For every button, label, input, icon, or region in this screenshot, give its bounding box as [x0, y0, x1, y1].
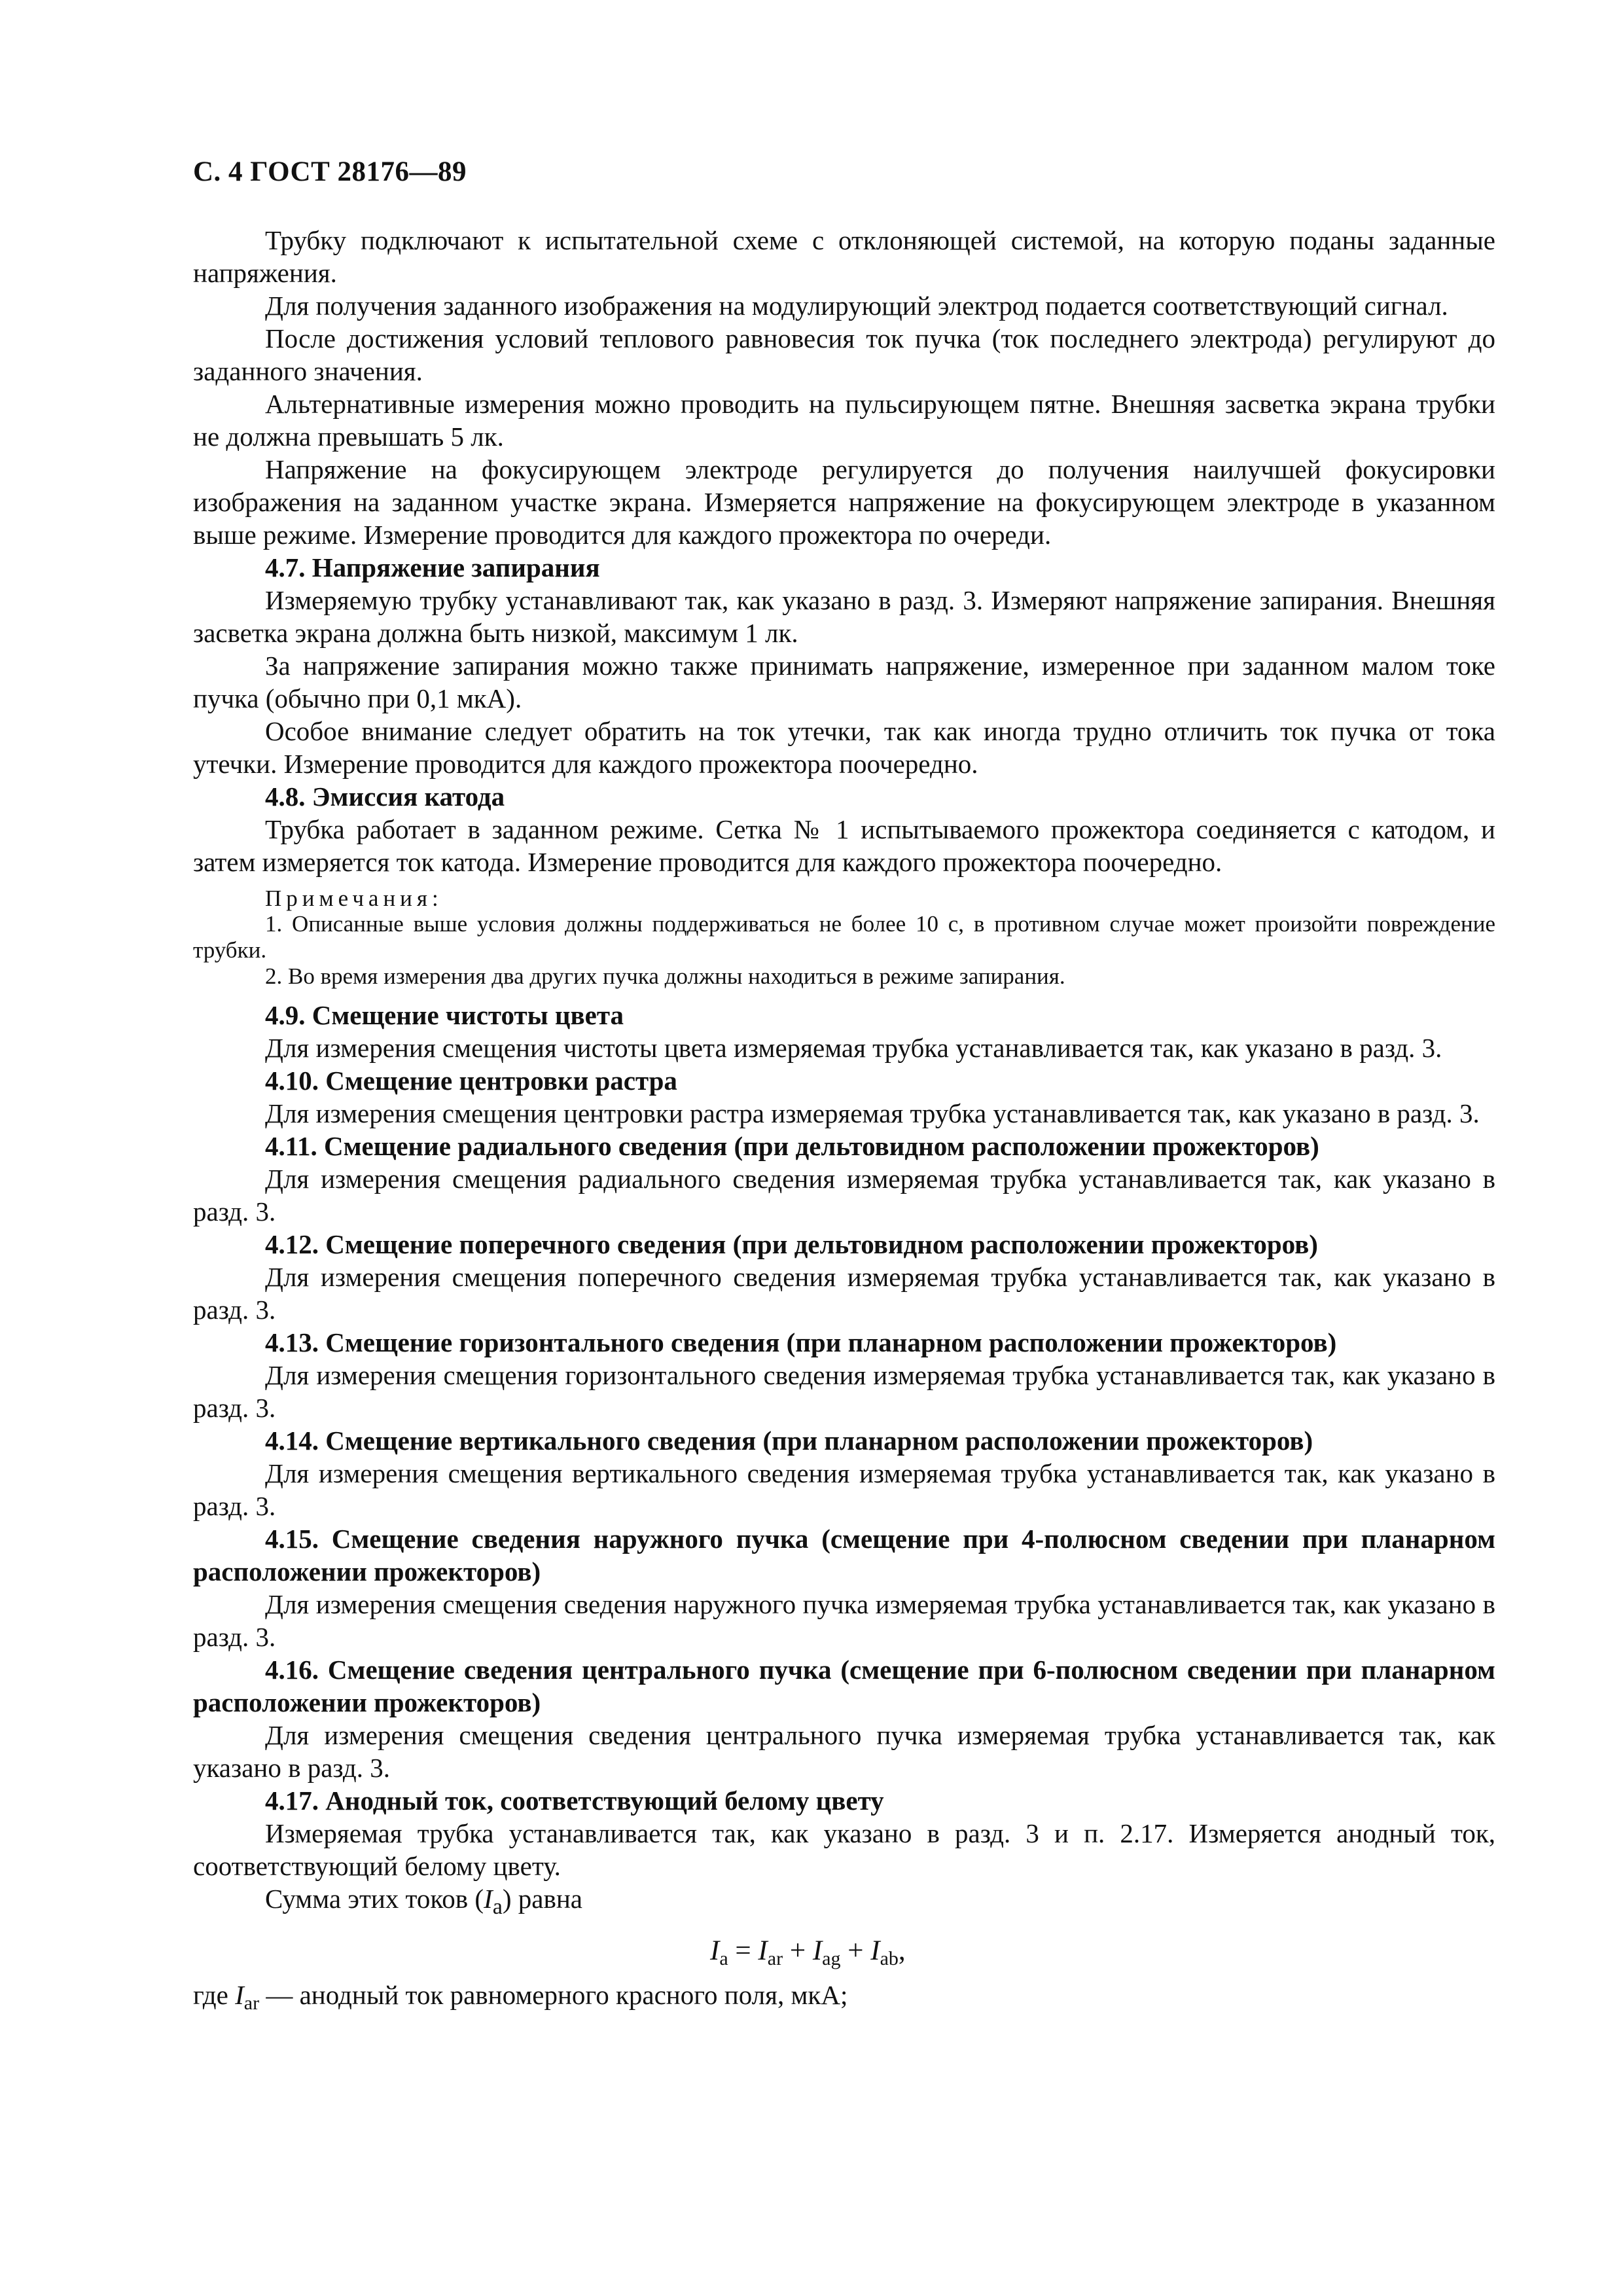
formula-term-red-sub: ar	[767, 1948, 783, 1970]
section-heading: 4.7. Напряжение запирания	[265, 552, 600, 583]
formula-term-green: I	[812, 1935, 823, 1967]
paragraph: После достижения условий теплового равновесия ток пучка (ток последнего электрода) регулируют до заданного значения.	[193, 323, 1495, 386]
notes-label: Примечания:	[265, 886, 443, 911]
page-header: С. 4 ГОСТ 28176—89	[193, 156, 467, 187]
where-subscript: ar	[243, 1992, 260, 2015]
formula-plus: +	[840, 1935, 871, 1967]
paragraph: Для измерения смещения горизонтального сведения измеряемая трубка устанавливается так, как указано в разд. 3.	[193, 1360, 1495, 1423]
paragraph: Измеряемая трубка устанавливается так, как указано в разд. 3 и п. 2.17. Измеряется анодный ток, соответствующий белому цвету.	[193, 1818, 1495, 1881]
formula-term-red: I	[758, 1935, 768, 1967]
section-heading: 4.11. Смещение радиального сведения (при дельтовидном расположении прожекторов)	[265, 1131, 1319, 1161]
formula-plus: +	[783, 1935, 813, 1967]
section-heading: 4.17. Анодный ток, соответствующий белому цвету	[265, 1785, 884, 1816]
sum-pre: Сумма этих токов (	[265, 1884, 484, 1914]
section-heading: 4.16. Смещение сведения центрального пучка (смещение при 6-полюсном сведении при планарном расположении прожекторов)	[193, 1655, 1495, 1717]
paragraph: Альтернативные измерения можно проводить на пульсирующем пятне. Внешняя засветка экрана трубки не должна превышать 5 лк.	[193, 389, 1495, 452]
where-text: — анодный ток равномерного красного поля, мкА;	[259, 1980, 848, 2011]
formula-end: ,	[898, 1935, 906, 1967]
section-heading: 4.10. Смещение центровки растра	[265, 1066, 677, 1096]
paragraph: Измеряемую трубку устанавливают так, как указано в разд. 3. Измеряют напряжение запирания. Внешняя засветка экрана должна быть низкой, максимум 1 лк.	[193, 585, 1495, 648]
paragraph: Трубка работает в заданном режиме. Сетка № 1 испытываемого прожектора соединяется с катодом, и затем измеряется ток катода. Измерение проводится для каждого прожектора поочередно.	[193, 814, 1495, 877]
where-variable: I	[235, 1980, 244, 2011]
formula-term-blue-sub: ab	[880, 1948, 899, 1970]
formula-lhs-sub: a	[719, 1948, 728, 1970]
paragraph: Для измерения смещения чистоты цвета измеряемая трубка устанавливается так, как указано в разд. 3.	[265, 1033, 1442, 1063]
section-heading: 4.15. Смещение сведения наружного пучка (смещение при 4-полюсном сведении при планарном расположении прожекторов)	[193, 1524, 1495, 1587]
section-heading: 4.8. Эмиссия катода	[265, 781, 505, 812]
paragraph: Для измерения смещения сведения центрального пучка измеряемая трубка устанавливается так, как указано в разд. 3.	[193, 1720, 1495, 1783]
sum-post: ) равна	[502, 1884, 582, 1914]
section-heading: 4.12. Смещение поперечного сведения (при дельтовидном расположении прожекторов)	[265, 1229, 1318, 1259]
where-definition	[193, 1979, 1495, 2015]
section-heading: 4.13. Смещение горизонтального сведения (при планарном расположении прожекторов)	[265, 1327, 1337, 1357]
paragraph: Особое внимание следует обратить на ток утечки, так как иногда трудно отличить ток пучка от тока утечки. Измерение проводится для каждого прожектора поочередно.	[193, 716, 1495, 779]
section-heading: 4.9. Смещение чистоты цвета	[265, 1000, 624, 1030]
anode-current-formula	[193, 1933, 1495, 1969]
formula-term-blue: I	[870, 1935, 880, 1967]
paragraph: Для измерения смещения сведения наружного пучка измеряемая трубка устанавливается так, как указано в разд. 3.	[193, 1589, 1495, 1652]
paragraph: Для получения заданного изображения на модулирующий электрод подается соответствующий сигнал.	[265, 291, 1448, 321]
paragraph: Для измерения смещения центровки растра измеряемая трубка устанавливается так, как указано в разд. 3.	[265, 1098, 1480, 1128]
section-heading: 4.14. Смещение вертикального сведения (при планарном расположении прожекторов)	[265, 1426, 1313, 1456]
formula-eq: =	[728, 1935, 758, 1967]
sum-variable: I	[484, 1884, 493, 1914]
paragraph: Для измерения смещения вертикального сведения измеряемая трубка устанавливается так, как указано в разд. 3.	[193, 1458, 1495, 1521]
formula-lhs: I	[710, 1935, 720, 1967]
paragraph: Для измерения смещения радиального сведения измеряемая трубка устанавливается так, как указано в разд. 3.	[193, 1164, 1495, 1227]
where-pre: где	[193, 1980, 236, 2011]
note-item: 2. Во время измерения два других пучка должны находиться в режиме запирания.	[265, 963, 1065, 989]
sum-sentence	[193, 1882, 1495, 1924]
paragraph: Напряжение на фокусирующем электроде регулируется до получения наилучшей фокусировки изображения на заданном участке экрана. Измеряется напряжение на фокусирующем электроде в указанном выше режиме. Измерение проводится для каждого прожектора по очереди.	[193, 454, 1495, 550]
document-page	[193, 156, 1495, 2015]
paragraph: Для измерения смещения поперечного сведения измеряемая трубка устанавливается так, как указано в разд. 3.	[193, 1262, 1495, 1325]
formula-term-green-sub: ag	[822, 1948, 841, 1970]
paragraph: Трубку подключают к испытательной схеме с отклоняющей системой, на которую поданы заданные напряжения.	[193, 225, 1495, 288]
paragraph: За напряжение запирания можно также принимать напряжение, измеренное при заданном малом токе пучка (обычно при 0,1 мкА).	[193, 651, 1495, 713]
sum-subscript: а	[492, 1895, 503, 1920]
note-item: 1. Описанные выше условия должны поддерживаться не более 10 с, в противном случае может произойти повреждение трубки.	[193, 911, 1495, 963]
